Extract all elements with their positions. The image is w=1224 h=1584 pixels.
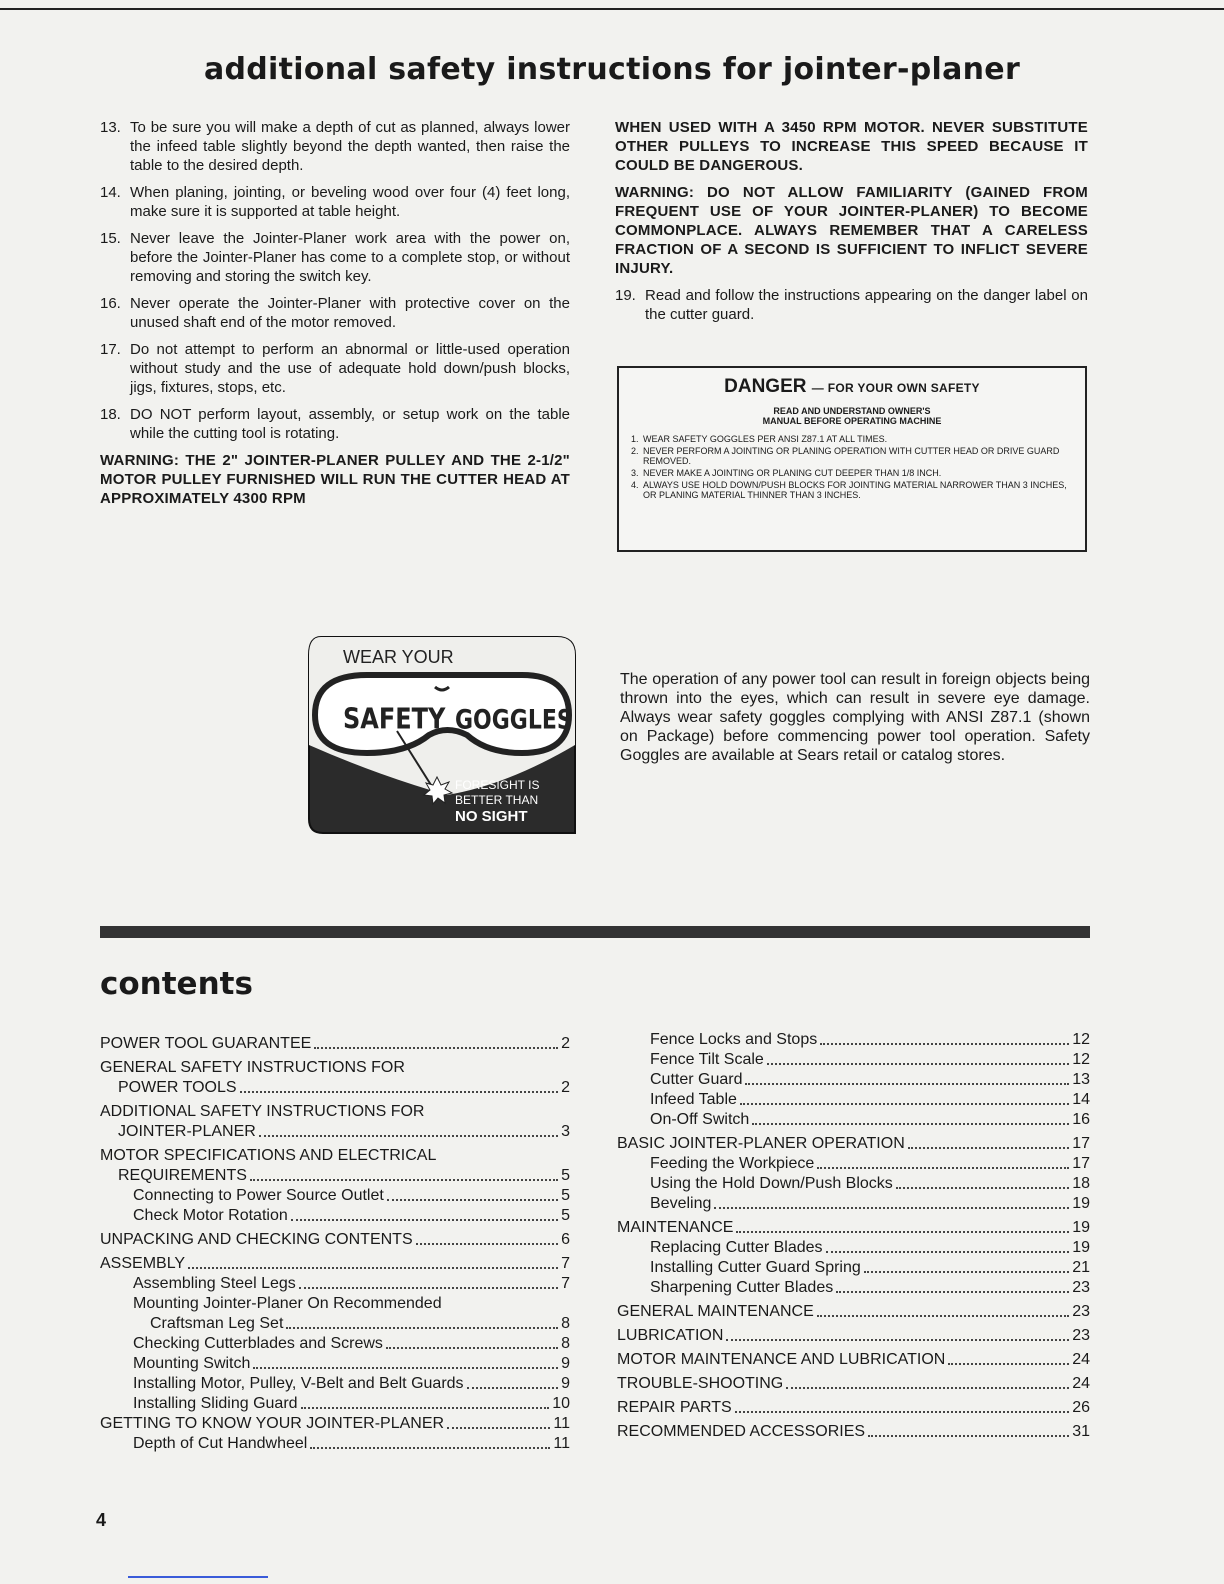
- bottom-blue-line: [128, 1576, 268, 1578]
- pulley-warning: WARNING: THE 2" JOINTER-PLANER PULLEY AND THE 2-1/2" MOTOR PULLEY FURNISHED WILL RUN THE CUTTER HEAD AT APPROXIMATELY 4300 RPM: [100, 452, 570, 507]
- toc-entry-page: 5: [561, 1187, 570, 1204]
- toc-entry-title: Feeding the Workpiece: [650, 1155, 815, 1172]
- danger-word: DANGER: [724, 376, 807, 397]
- goggles-slogan-line1: FORESIGHT IS: [455, 778, 540, 792]
- toc-entry-title: LUBRICATION: [617, 1327, 724, 1344]
- toc-leader: [820, 1043, 1069, 1045]
- danger-subheading: [631, 406, 1073, 426]
- toc-leader: [310, 1447, 550, 1449]
- instruction-15: [100, 229, 570, 286]
- toc-leader: [387, 1199, 558, 1201]
- toc-entry[interactable]: [100, 1206, 570, 1226]
- toc-entry[interactable]: [617, 1422, 1090, 1442]
- toc-entry-page: 5: [561, 1167, 570, 1184]
- danger-item-text: NEVER MAKE A JOINTING OR PLANING CUT DEEPER THAN 1/8 INCH.: [643, 468, 942, 478]
- safety-right-column: [615, 118, 1088, 332]
- toc-entry[interactable]: [100, 1034, 570, 1054]
- toc-entry[interactable]: [617, 1398, 1090, 1418]
- toc-entry-page: 31: [1072, 1423, 1090, 1440]
- toc-leader: [188, 1267, 558, 1269]
- toc-entry-heading[interactable]: Mounting Jointer-Planer On Recommended: [133, 1295, 442, 1312]
- toc-leader: [301, 1407, 550, 1409]
- toc-entry-page: 8: [561, 1315, 570, 1332]
- item-number: 15.: [100, 230, 121, 247]
- toc-leader: [752, 1123, 1069, 1125]
- toc-leader: [817, 1167, 1069, 1169]
- toc-leader: [714, 1207, 1069, 1209]
- toc-entry-title: Assembling Steel Legs: [133, 1275, 296, 1292]
- toc-entry-title: GETTING TO KNOW YOUR JOINTER-PLANER: [100, 1415, 445, 1432]
- toc-entry-title: Connecting to Power Source Outlet: [133, 1187, 384, 1204]
- toc-entry-page: 9: [561, 1375, 570, 1392]
- toc-entry-title: UNPACKING AND CHECKING CONTENTS: [100, 1231, 413, 1248]
- toc-entry-page: 10: [552, 1395, 570, 1412]
- toc-entry[interactable]: [617, 1238, 1090, 1258]
- toc-leader: [786, 1387, 1069, 1389]
- danger-item: [631, 480, 1073, 500]
- goggles-slogan-line2: BETTER THAN: [455, 793, 539, 807]
- toc-leader: [447, 1427, 550, 1429]
- toc-entry-title: Infeed Table: [650, 1091, 737, 1108]
- toc-entry-title: ASSEMBLY: [100, 1255, 186, 1272]
- toc-entry[interactable]: [617, 1258, 1090, 1278]
- danger-subheading-line2: MANUAL BEFORE OPERATING MACHINE: [762, 416, 942, 426]
- toc-entry-title: Using the Hold Down/Push Blocks: [650, 1175, 893, 1192]
- toc-entry-page: 13: [1072, 1071, 1090, 1088]
- toc-entry[interactable]: [617, 1350, 1090, 1370]
- toc-entry-title: RECOMMENDED ACCESSORIES: [617, 1423, 866, 1440]
- toc-entry-page: 18: [1072, 1175, 1090, 1192]
- item-text: When planing, jointing, or beveling wood over four (4) feet long, make sure it is supported at table height.: [130, 184, 570, 220]
- toc-leader: [250, 1179, 558, 1181]
- toc-entry-page: 6: [561, 1231, 570, 1248]
- toc-entry-page: 16: [1072, 1111, 1090, 1128]
- toc-entry-title: On-Off Switch: [650, 1111, 750, 1128]
- toc-entry-page: 19: [1072, 1195, 1090, 1212]
- familiarity-warning: WARNING: DO NOT ALLOW FAMILIARITY (GAINED FROM FREQUENT USE OF YOUR JOINTER-PLANER) TO BECOME COMMONPLACE. ALWAYS REMEMBER THAT A CARELESS FRACTION OF A SECOND IS SUFFICIENT TO INFLICT SEVERE INJURY.: [615, 184, 1088, 277]
- toc-leader: [826, 1251, 1070, 1253]
- toc-entry[interactable]: [100, 1274, 570, 1294]
- instruction-18: [100, 405, 570, 443]
- danger-item-number: 2.: [631, 446, 639, 456]
- toc-entry[interactable]: [100, 1186, 570, 1206]
- toc-entry-page: 2: [561, 1035, 570, 1052]
- toc-entry[interactable]: [617, 1110, 1090, 1130]
- instruction-14: [100, 183, 570, 221]
- toc-entry[interactable]: [617, 1070, 1090, 1090]
- toc-entry-title: MOTOR MAINTENANCE AND LUBRICATION: [617, 1351, 946, 1368]
- danger-item-text: WEAR SAFETY GOGGLES PER ANSI Z87.1 AT ALL TIMES.: [643, 434, 888, 444]
- toc-entry-title: Installing Sliding Guard: [133, 1395, 298, 1412]
- toc-entry-page: 17: [1072, 1135, 1090, 1152]
- toc-entry[interactable]: [617, 1374, 1090, 1394]
- toc-leader: [726, 1339, 1069, 1341]
- danger-item: [631, 446, 1073, 466]
- toc-entry[interactable]: [100, 1078, 570, 1098]
- toc-entry-page: 5: [561, 1207, 570, 1224]
- item-number: 16.: [100, 295, 121, 312]
- toc-leader: [291, 1219, 558, 1221]
- toc-entry-title: Depth of Cut Handwheel: [133, 1435, 308, 1452]
- toc-leader: [259, 1135, 558, 1137]
- toc-entry[interactable]: [617, 1302, 1090, 1322]
- toc-entry-title: BASIC JOINTER-PLANER OPERATION: [617, 1135, 905, 1152]
- goggles-left-lens-text: SAFETY: [343, 702, 446, 737]
- toc-entry[interactable]: [617, 1134, 1090, 1154]
- toc-entry[interactable]: [617, 1326, 1090, 1346]
- danger-list: [631, 434, 1073, 500]
- toc-entry-page: 8: [561, 1335, 570, 1352]
- toc-entry[interactable]: [100, 1354, 570, 1374]
- danger-item-number: 3.: [631, 468, 639, 478]
- danger-item: [631, 468, 1073, 478]
- toc-entry[interactable]: [617, 1030, 1090, 1050]
- toc-right-column: [617, 1030, 1090, 1442]
- toc-entry-page: 12: [1072, 1051, 1090, 1068]
- toc-entry-page: 9: [561, 1355, 570, 1372]
- toc-leader: [767, 1063, 1069, 1065]
- toc-entry-title: Cutter Guard: [650, 1071, 743, 1088]
- toc-leader: [735, 1411, 1070, 1413]
- toc-entry[interactable]: [617, 1194, 1090, 1214]
- danger-item: [631, 434, 1073, 444]
- toc-entry-title: Craftsman Leg Set: [150, 1315, 284, 1332]
- toc-leader: [817, 1315, 1069, 1317]
- danger-heading-suffix: — FOR YOUR OWN SAFETY: [811, 381, 980, 395]
- toc-entry-page: 24: [1072, 1351, 1090, 1368]
- toc-leader: [908, 1147, 1069, 1149]
- toc-entry-heading[interactable]: MOTOR SPECIFICATIONS AND ELECTRICAL: [100, 1147, 437, 1164]
- toc-entry[interactable]: [100, 1254, 570, 1274]
- toc-entry[interactable]: [100, 1122, 570, 1142]
- toc-leader: [896, 1187, 1069, 1189]
- toc-entry-title: Checking Cutterblades and Screws: [133, 1335, 383, 1352]
- toc-entry-title: REQUIREMENTS: [118, 1167, 247, 1184]
- toc-entry-page: 23: [1072, 1279, 1090, 1296]
- item-number: 13.: [100, 119, 121, 136]
- toc-entry-page: 14: [1072, 1091, 1090, 1108]
- toc-left-column: [100, 1030, 570, 1454]
- danger-item-text: NEVER PERFORM A JOINTING OR PLANING OPERATION WITH CUTTER HEAD OR DRIVE GUARD REMOVED.: [643, 446, 1060, 466]
- toc-entry-title: TROUBLE-SHOOTING: [617, 1375, 784, 1392]
- page-title: additional safety instructions for jointer-planer: [203, 52, 1021, 87]
- toc-entry[interactable]: [100, 1374, 570, 1394]
- toc-entry-title: Check Motor Rotation: [133, 1207, 288, 1224]
- toc-entry-title: POWER TOOL GUARANTEE: [100, 1035, 312, 1052]
- toc-entry-page: 19: [1072, 1239, 1090, 1256]
- safety-goggles-illustration: [307, 635, 577, 835]
- toc-entry-title: Fence Tilt Scale: [650, 1051, 764, 1068]
- goggles-slogan-line3: NO SIGHT: [455, 808, 528, 825]
- toc-entry[interactable]: [617, 1174, 1090, 1194]
- toc-leader: [299, 1287, 558, 1289]
- toc-entry[interactable]: [617, 1278, 1090, 1298]
- item-number: 19.: [615, 287, 636, 304]
- toc-entry[interactable]: [100, 1166, 570, 1186]
- toc-leader: [836, 1291, 1069, 1293]
- danger-item-number: 1.: [631, 434, 639, 444]
- toc-leader: [386, 1347, 558, 1349]
- toc-leader: [314, 1047, 558, 1049]
- toc-entry-title: Installing Cutter Guard Spring: [650, 1259, 861, 1276]
- toc-entry-page: 19: [1072, 1219, 1090, 1236]
- toc-entry-page: 26: [1072, 1399, 1090, 1416]
- toc-entry[interactable]: [617, 1090, 1090, 1110]
- toc-entry[interactable]: [100, 1394, 570, 1414]
- instruction-13: [100, 118, 570, 175]
- toc-entry-title: Installing Motor, Pulley, V-Belt and Belt Guards: [133, 1375, 464, 1392]
- item-text: DO NOT perform layout, assembly, or setup work on the table while the cutting tool is rotating.: [130, 406, 570, 442]
- toc-entry-page: 7: [561, 1275, 570, 1292]
- toc-entry-title: Beveling: [650, 1195, 712, 1212]
- toc-entry-page: 11: [553, 1435, 570, 1452]
- toc-entry-page: 17: [1072, 1155, 1090, 1172]
- toc-entry-title: REPAIR PARTS: [617, 1399, 732, 1416]
- toc-entry-page: 3: [561, 1123, 570, 1140]
- toc-entry-title: GENERAL MAINTENANCE: [617, 1303, 814, 1320]
- item-text: Never leave the Jointer-Planer work area with the power on, before the Jointer-Planer has come to a complete stop, or without removing and storing the switch key.: [130, 230, 570, 285]
- instruction-16: [100, 294, 570, 332]
- toc-leader: [253, 1367, 558, 1369]
- toc-entry-page: 11: [553, 1415, 570, 1432]
- toc-leader: [948, 1363, 1069, 1365]
- item-number: 17.: [100, 341, 121, 358]
- item-text: Do not attempt to perform an abnormal or little-used operation without study and the use of adequate hold down/push blocks, jigs, fixtures, stops, etc.: [130, 341, 570, 396]
- goggles-paragraph: The operation of any power tool can result in foreign objects being thrown into the eyes, which can result in severe eye damage. Always wear safety goggles complying with ANSI Z87.1 (shown on Package) before commencing power tool operation. Safety Goggles are available at Sears retail or catalog stores.: [620, 671, 1090, 764]
- toc-entry-title: JOINTER-PLANER: [118, 1123, 256, 1140]
- toc-entry-page: 23: [1072, 1327, 1090, 1344]
- toc-entry-title: Replacing Cutter Blades: [650, 1239, 823, 1256]
- toc-entry[interactable]: [100, 1334, 570, 1354]
- toc-entry[interactable]: [100, 1434, 570, 1454]
- item-text: To be sure you will make a depth of cut as planned, always lower the infeed table slightly beyond the depth wanted, then raise the table to the desired depth.: [130, 119, 570, 174]
- danger-item-text: ALWAYS USE HOLD DOWN/PUSH BLOCKS FOR JOINTING MATERIAL NARROWER THAN 3 INCHES, OR PLANING MATERIAL THINNER THAN 3 INCHES.: [643, 480, 1067, 500]
- toc-entry-page: 7: [561, 1255, 570, 1272]
- goggles-top-text: WEAR YOUR: [343, 647, 454, 667]
- toc-entry-title: Fence Locks and Stops: [650, 1031, 818, 1048]
- toc-entry-page: 24: [1072, 1375, 1090, 1392]
- toc-entry-title: POWER TOOLS: [118, 1079, 237, 1096]
- section-divider: [100, 926, 1090, 938]
- pulley-warning-continued: WHEN USED WITH A 3450 RPM MOTOR. NEVER SUBSTITUTE OTHER PULLEYS TO INCREASE THIS SPEED BECAUSE IT COULD BE DANGEROUS.: [615, 119, 1088, 174]
- toc-entry-title: Sharpening Cutter Blades: [650, 1279, 834, 1296]
- goggles-right-lens-text: GOGGLES: [455, 703, 573, 736]
- toc-leader: [286, 1327, 558, 1329]
- toc-leader: [416, 1243, 558, 1245]
- toc-entry-page: 12: [1072, 1031, 1090, 1048]
- item-number: 14.: [100, 184, 121, 201]
- item-number: 18.: [100, 406, 121, 423]
- toc-entry-page: 2: [561, 1079, 570, 1096]
- toc-leader: [740, 1103, 1069, 1105]
- toc-leader: [868, 1435, 1069, 1437]
- toc-entry-page: 21: [1072, 1259, 1090, 1276]
- item-text: Read and follow the instructions appearing on the danger label on the cutter guard.: [645, 287, 1088, 323]
- toc-entry[interactable]: [100, 1414, 570, 1434]
- safety-left-column: [100, 118, 570, 516]
- toc-entry[interactable]: [100, 1230, 570, 1250]
- toc-entry-heading[interactable]: GENERAL SAFETY INSTRUCTIONS FOR: [100, 1059, 405, 1076]
- danger-item-number: 4.: [631, 480, 639, 490]
- instruction-17: [100, 340, 570, 397]
- toc-leader: [736, 1231, 1069, 1233]
- item-text: Never operate the Jointer-Planer with protective cover on the unused shaft end of the motor removed.: [130, 295, 570, 331]
- toc-entry[interactable]: [617, 1154, 1090, 1174]
- toc-leader: [240, 1091, 559, 1093]
- toc-entry[interactable]: [100, 1314, 570, 1334]
- instruction-19: [615, 286, 1088, 324]
- contents-title: contents: [100, 966, 253, 1002]
- toc-leader: [864, 1271, 1069, 1273]
- toc-entry[interactable]: [617, 1218, 1090, 1238]
- toc-entry-title: Mounting Switch: [133, 1355, 251, 1372]
- danger-label: [617, 366, 1087, 552]
- toc-leader: [467, 1387, 559, 1389]
- toc-entry-title: MAINTENANCE: [617, 1219, 734, 1236]
- toc-entry-page: 23: [1072, 1303, 1090, 1320]
- danger-heading: [631, 376, 1073, 398]
- toc-entry-heading[interactable]: ADDITIONAL SAFETY INSTRUCTIONS FOR: [100, 1103, 425, 1120]
- danger-subheading-line1: READ AND UNDERSTAND OWNER'S: [773, 406, 931, 416]
- toc-entry[interactable]: [617, 1050, 1090, 1070]
- page-number: 4: [96, 1510, 107, 1530]
- top-rule: [0, 8, 1224, 10]
- toc-leader: [745, 1083, 1069, 1085]
